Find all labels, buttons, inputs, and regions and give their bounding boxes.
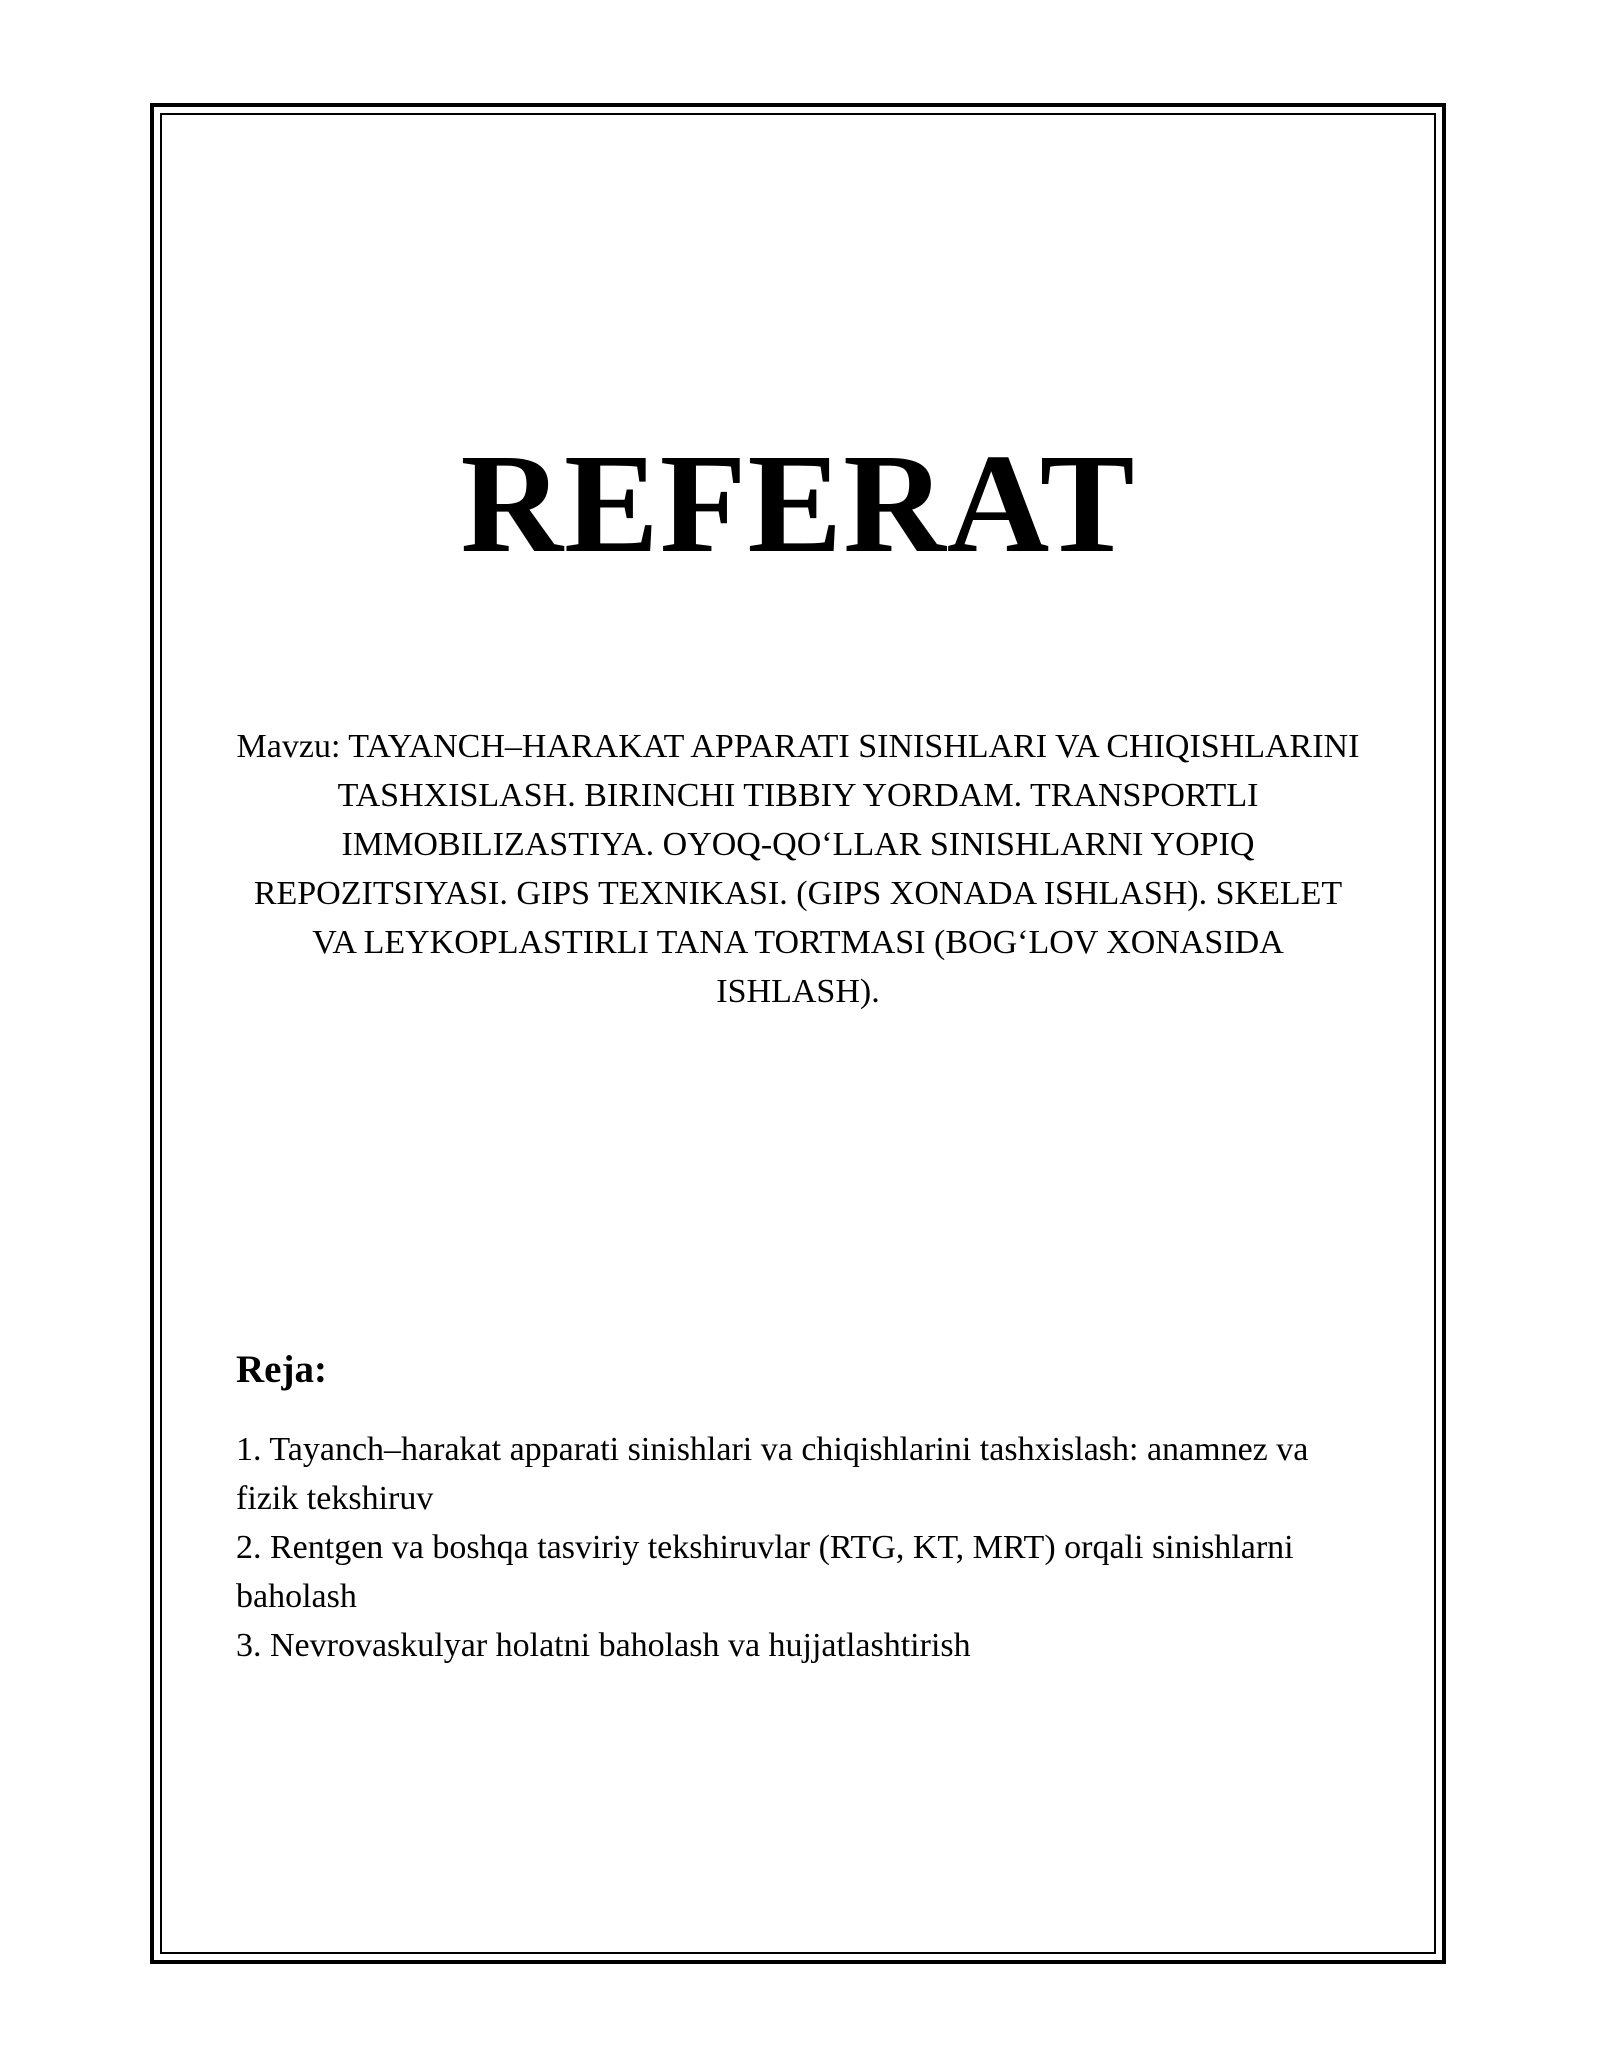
plan-item: 2. Rentgen va boshqa tasviriy tekshiruvlar (RTG, KT, MRT) orqali sinishlarni baholash (236, 1529, 1294, 1615)
plan-item: 1. Tayanch–harakat apparati sinishlari va chiqishlarini tashxislash: anamnez va fizik tekshiruv (236, 1431, 1309, 1517)
plan-heading: Reja: (236, 1348, 327, 1391)
plan-item: 3. Nevrovaskulyar holatni baholash va hujjatlashtirish (236, 1627, 971, 1664)
plan-list (236, 1425, 1366, 1670)
document-topic: Mavzu: TAYANCH–HARAKAT APPARATI SINISHLARI VA CHIQISHLARINI TASHXISLASH. BIRINCHI TIBBIY YORDAM. TRANSPORTLI IMMOBILIZASTIYA. OYOQ-QO‘LLAR SINISHLARNI YOPIQ REPOZITSIYASI. GIPS TEXNIKASI. (GIPS XONADA ISHLASH). SKELET VA LEYKOPLASTIRLI TANA TORTMASI (BOG‘LOV XONASIDA ISHLASH). (236, 728, 1360, 1010)
page-border-inner (160, 113, 1436, 1954)
document-title: REFERAT (460, 424, 1136, 582)
